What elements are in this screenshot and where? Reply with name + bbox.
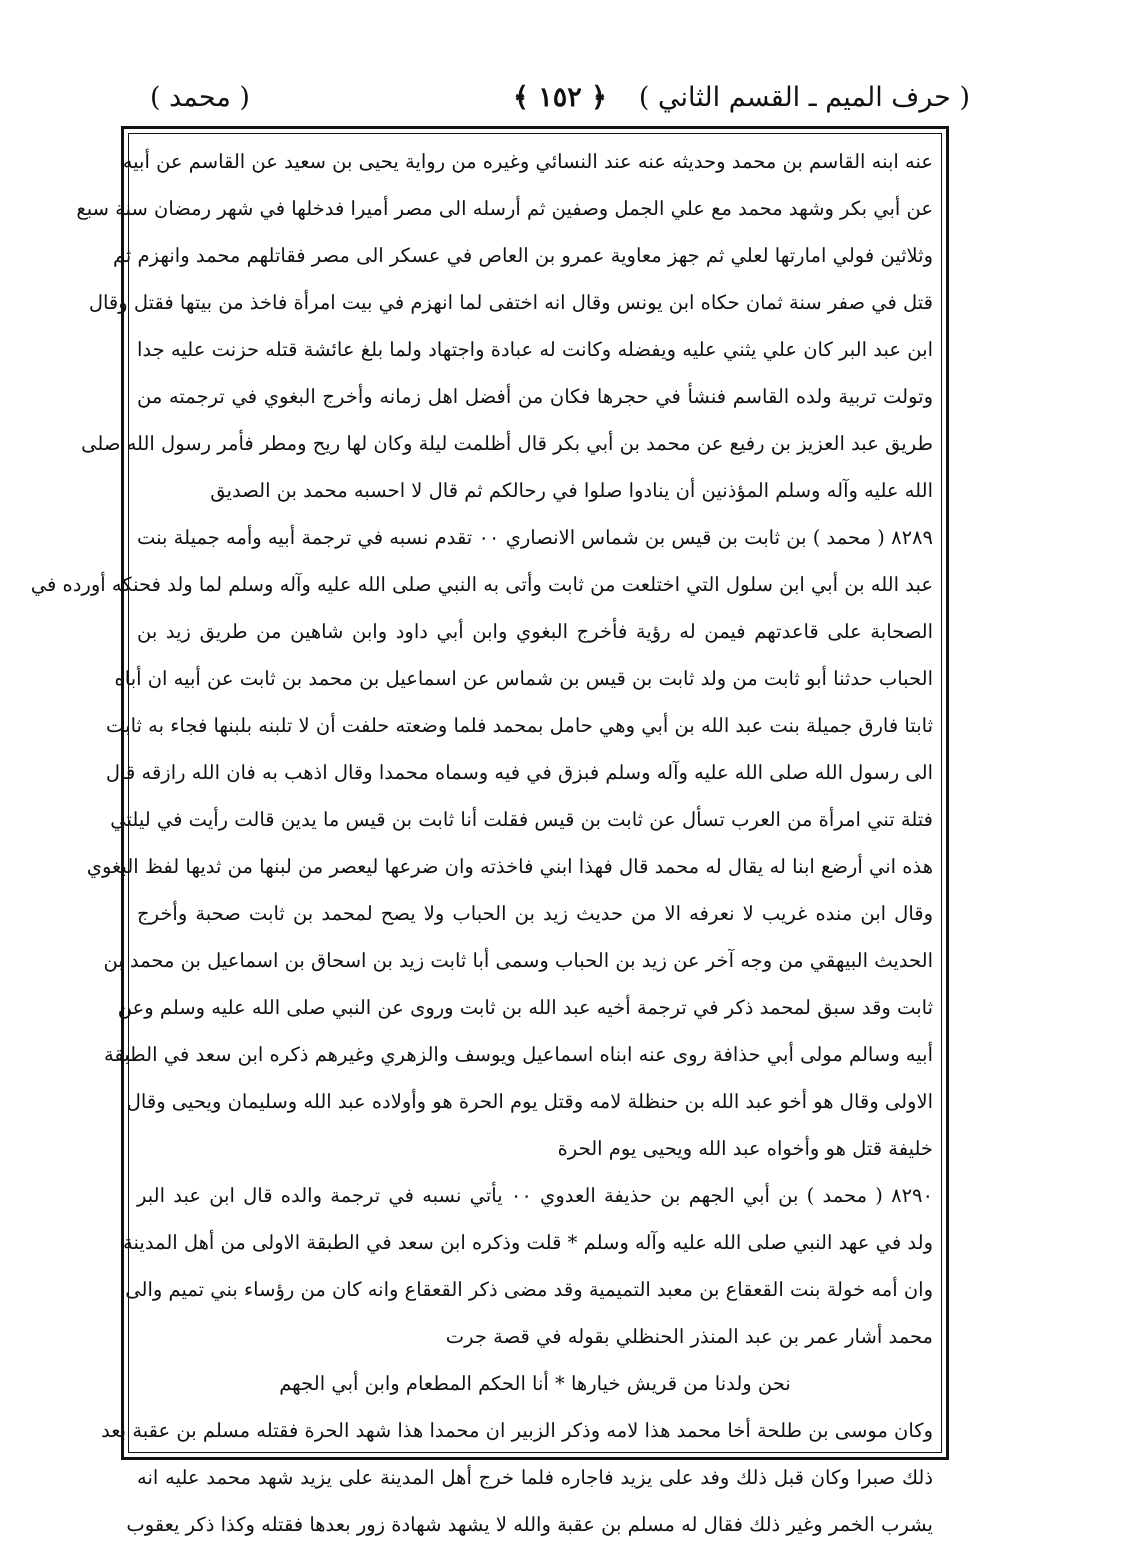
entry-heading-line: ٨٢٨٩ ( محمد ) بن ثابت بن قيس بن شماس الانصاري ٠٠ تقدم نسبه في ترجمة أبيه وأمه جميلة بنت: [137, 526, 933, 549]
text-line: ولد في عهد النبي صلى الله عليه وآله وسلم * قلت وذكره ابن سعد في الطبقة الاولى من أهل المدينة: [123, 1231, 933, 1254]
text-line: وثلاثين فولي امارتها لعلي ثم جهز معاوية عمرو بن العاص في عسكر الى مصر فقاتلهم محمد وانهزم ثم: [112, 244, 933, 267]
text-line: عن أبي بكر وشهد محمد مع علي الجمل وصفين ثم أرسله الى مصر أميرا فدخلها في شهر رمضان سنة سبع: [76, 197, 933, 220]
entry-heading-line: ٨٢٩٠ ( محمد ) بن أبي الجهم بن حذيفة العدوي ٠٠ يأتي نسبه في ترجمة والده قال ابن عبد البر: [137, 1184, 933, 1207]
text-line: ثابتا فارق جميلة بنت عبد الله بن أبي وهي حامل بمحمد فلما وضعته حلفت أن لا تلبنه بلبنها فجاء به ثابت: [106, 714, 933, 737]
text-line: وان أمه خولة بنت القعقاع بن معبد التميمية وقد مضى ذكر القعقاع وانه كان من رؤساء بني تميم والى: [125, 1278, 933, 1301]
poem-verse: نحن ولدنا من قريش خيارها * أنا الحكم المطعام وابن أبي الجهم: [279, 1372, 791, 1395]
text-line: قتل في صفر سنة ثمان حكاه ابن يونس وقال انه اختفى لما انهزم في بيت امرأة فاخذ من بيتها فقتل وقال: [88, 291, 933, 314]
text-line: خليفة قتل هو وأخواه عبد الله ويحيى يوم الحرة: [557, 1137, 933, 1160]
text-line: هذه اني أرضع ابنا له يقال له محمد قال فهذا ابني فاخذته وان ضرعها ليعصر من لبنها من ثديها لفظ البغوي: [86, 855, 933, 878]
page-number: ﴿ ١٥٢ ﴾: [513, 82, 607, 113]
text-line: فتلة تني امرأة من العرب تسأل عن ثابت بن قيس فقلت أنا ثابت بن قيس ما يدين قالت رأيت في ليلتي: [110, 808, 933, 831]
text-line: وقال ابن منده غريب لا نعرفه الا من حديث زيد بن الحباب ولا يصح لمحمد بن ثابت صحبة وأخرج: [137, 902, 933, 925]
text-line: محمد أشار عمر بن عبد المنذر الحنظلي بقوله في قصة جرت: [445, 1325, 933, 1348]
text-line: وتولت تربية ولده القاسم فنشأ في حجرها فكان من أفضل اهل زمانه وأخرج البغوي في ترجمته من: [137, 385, 933, 408]
text-line: الاولى وقال هو أخو عبد الله بن حنظلة لامه وقتل يوم الحرة هو وأولاده عبد الله وسليمان ويحيى وقال: [126, 1090, 933, 1113]
text-line: عنه ابنه القاسم بن محمد وحديثه عنه عند النسائي وغيره من رواية يحيى بن سعيد عن القاسم عن أبيه: [122, 150, 933, 173]
text-line: ثابت وقد سبق لمحمد ذكر في ترجمة أخيه عبد الله بن ثابت وروى عن النبي صلى الله عليه وسلم وعن: [117, 996, 933, 1019]
text-line: ابن عبد البر كان علي يثني عليه ويفضله وكانت له عبادة واجتهاد ولما بلغ عائشة قتله حزنت عليه جدا: [137, 338, 933, 361]
text-line: عبد الله بن أبي ابن سلول التي اختلعت من ثابت وأتى به النبي صلى الله عليه وآله وسلم لما ولد فحنكه أورده في: [30, 573, 933, 596]
body-text: [30, 138, 933, 1548]
text-line: وكان موسى بن طلحة أخا محمد هذا لامه وذكر الزبير ان محمدا هذا شهد الحرة فقتله مسلم بن عقبة بعد: [101, 1419, 933, 1442]
text-line: الحديث البيهقي من وجه آخر عن زيد بن الحباب وسمى أبا ثابت زيد بن اسحاق بن اسماعيل بن محمد بن: [103, 949, 933, 972]
text-line: طريق عبد العزيز بن رفيع عن محمد بن أبي بكر قال أظلمت ليلة وكان لها ريح ومطر فأمر رسول الله صلى: [81, 432, 933, 455]
text-line: الى رسول الله صلى الله عليه وآله وسلم فبزق في فيه وسماه محمدا وقال اذهب به فان الله رازقه قال: [105, 761, 933, 784]
text-line: أبيه وسالم مولى أبي حذافة روى عنه ابناه اسماعيل ويوسف والزهري وغيرهم ذكره ابن سعد في الطبقة: [103, 1043, 933, 1066]
text-line: يشرب الخمر وغير ذلك فقال له مسلم بن عقبة والله لا يشهد شهادة زور بعدها فقتله وكذا ذكر يعقوب: [126, 1513, 933, 1536]
page-header: [130, 78, 970, 118]
text-line: ذلك صبرا وكان قبل ذلك وفد على يزيد فاجاره فلما خرج أهل المدينة على يزيد شهد محمد عليه انه: [137, 1466, 933, 1489]
entry-name: ( محمد ): [150, 82, 250, 113]
text-line: الحباب حدثنا أبو ثابت من ولد ثابت بن قيس بن شماس عن اسماعيل بن محمد بن ثابت عن أبيه ان أباه: [114, 667, 933, 690]
section-title: ( حرف الميم ـ القسم الثاني ): [638, 82, 970, 113]
text-line: الله عليه وآله وسلم المؤذنين أن ينادوا صلوا في رحالكم ثم قال لا احسبه محمد بن الصديق: [210, 479, 933, 502]
text-line: الصحابة على قاعدتهم فيمن له رؤية فأخرج البغوي وابن أبي داود وابن شاهين من طريق زيد بن: [137, 620, 933, 643]
